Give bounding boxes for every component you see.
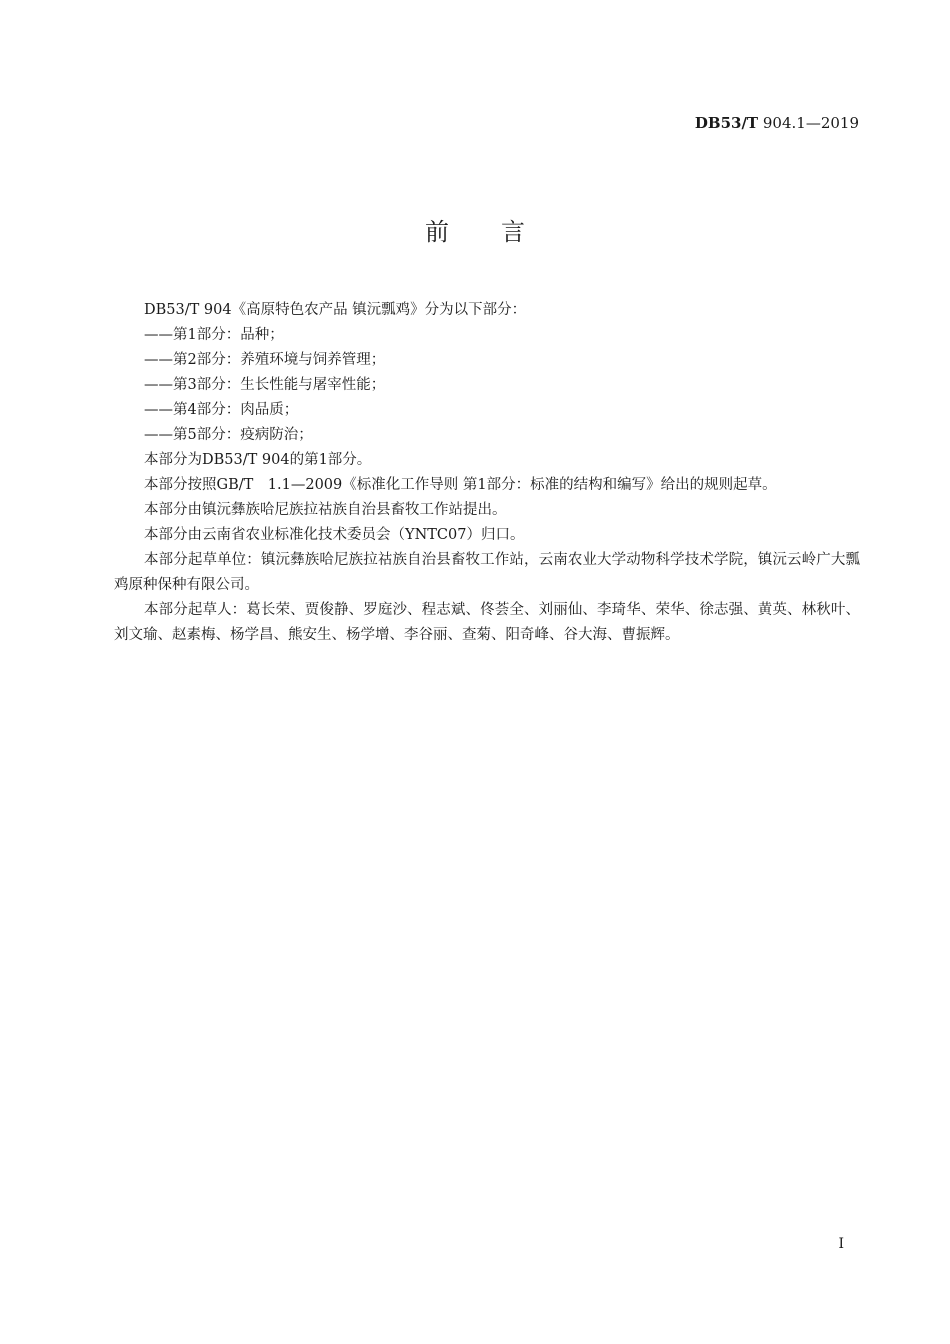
paragraph: DB53/T 904《高原特色农产品 镇沅瓢鸡》分为以下部分： bbox=[144, 302, 527, 318]
title-char-2: 言 bbox=[501, 218, 525, 246]
paragraph: ——第1部分：品种； bbox=[144, 327, 284, 343]
paragraph: 本部分由云南省农业标准化技术委员会（YNTC07）归口。 bbox=[144, 527, 525, 543]
paragraph: ——第2部分：养殖环境与饲养管理； bbox=[144, 352, 386, 368]
paragraph: 本部分为DB53/T 904的第1部分。 bbox=[144, 452, 372, 468]
title-char-1: 前 bbox=[425, 218, 449, 246]
page-title bbox=[0, 212, 950, 247]
paragraph: 本部分起草单位：镇沅彝族哈尼族拉祜族自治县畜牧工作站，云南农业大学动物科学技术学院，镇沅云岭广大瓢鸡原种保种有限公司。 bbox=[114, 552, 860, 593]
paragraph: 本部分由镇沅彝族哈尼族拉祜族自治县畜牧工作站提出。 bbox=[144, 502, 507, 518]
paragraph: ——第4部分：肉品质； bbox=[144, 402, 299, 418]
standard-code-number: 904.1—2019 bbox=[762, 114, 859, 132]
page-number: I bbox=[838, 1236, 844, 1252]
paragraph: ——第5部分：疫病防治； bbox=[144, 427, 313, 443]
standard-code-prefix: DB53/T bbox=[694, 114, 759, 132]
paragraph: 本部分起草人：葛长荣、贾俊静、罗庭沙、程志斌、佟荟全、刘丽仙、李琦华、荣华、徐志强、黄英、林秋叶、刘文瑜、赵素梅、杨学昌、熊安生、杨学增、李谷丽、查菊、阳奇峰、谷大海、曹振辉。 bbox=[114, 602, 860, 643]
paragraph: ——第3部分：生长性能与屠宰性能； bbox=[144, 377, 386, 393]
standard-code bbox=[695, 114, 859, 132]
foreword-body bbox=[114, 298, 860, 648]
paragraph: 本部分按照GB/T 1.1—2009《标准化工作导则 第1部分：标准的结构和编写》给出的规则起草。 bbox=[144, 477, 777, 493]
